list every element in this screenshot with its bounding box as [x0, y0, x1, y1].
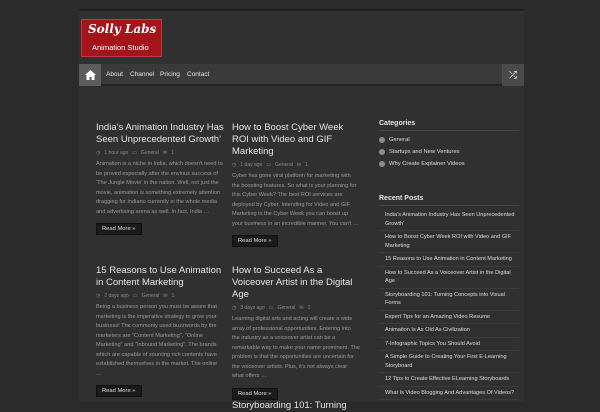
main-nav	[79, 64, 524, 86]
post-excerpt: Learning digital arts and acting will create a wide array of professional opportunities. Entering into the industry as a voiceover artist can be a remarkable way to make your name prominent. The problem is that the opportunities are uncertain for the voiceover artists. Plus, it's not always clear what offers …	[232, 316, 360, 379]
recent-post-link[interactable]: Storyboarding 101: Turning Concepts into Visual Forms	[379, 289, 519, 311]
bullet-icon	[379, 161, 385, 167]
post-category[interactable]: General	[141, 293, 160, 299]
recent-post-link[interactable]: Animation Is As Old As Civilization	[379, 324, 519, 338]
read-more-button[interactable]: Read More »	[232, 235, 278, 247]
shuffle-icon: ⤮	[509, 69, 517, 81]
recent-post-link[interactable]: India's Animation Industry Has Seen Unprecedented Growth'	[379, 209, 519, 231]
post-title[interactable]: How to Boost Cyber Week ROI with Video and GIF Marketing	[232, 122, 344, 157]
folder-icon: ▭	[268, 305, 274, 311]
nav-contact[interactable]: Contact	[187, 71, 210, 78]
post-category[interactable]: General	[141, 150, 159, 156]
categories-title: Categories	[379, 120, 519, 131]
header	[79, 11, 524, 64]
clock-icon: ◷	[96, 293, 101, 299]
post-comments[interactable]: 1	[171, 150, 174, 156]
category-label: Startups and New Ventures	[389, 149, 460, 155]
folder-icon: ▭	[132, 293, 138, 299]
read-more-button[interactable]: Read More »	[232, 388, 278, 400]
logo-subtitle: Animation Studio	[92, 43, 149, 52]
random-post-button[interactable]	[502, 64, 524, 86]
post-card	[232, 265, 360, 400]
folder-icon: ▭	[266, 162, 272, 168]
post-meta	[232, 305, 360, 311]
post-comments[interactable]: 1	[171, 293, 175, 299]
post-date: 1 hour ago	[104, 150, 129, 156]
post-date: 2 days ago	[104, 293, 129, 299]
categories-widget	[379, 120, 519, 170]
post-card	[232, 400, 360, 412]
post-date: 1 day ago	[240, 162, 263, 168]
recent-post-link[interactable]: 7-Infographic Topics You Should Avoid	[379, 338, 519, 352]
post-comments[interactable]: 1	[305, 162, 308, 168]
comment-icon: ✉	[296, 162, 302, 168]
comment-icon: ✉	[299, 305, 304, 311]
post-meta	[96, 293, 224, 299]
post-card	[232, 122, 360, 247]
main-content	[79, 102, 524, 411]
read-more-button[interactable]: Read More »	[96, 223, 142, 235]
folder-icon: ▭	[132, 150, 138, 156]
post-title[interactable]: How to Succeed As a Voiceover Artist in the Digital Age	[232, 265, 353, 300]
post-category[interactable]: General	[275, 162, 293, 168]
home-icon	[85, 70, 96, 80]
post-card	[96, 122, 224, 235]
post-title[interactable]: Storyboarding 101: Turning	[232, 400, 347, 411]
recent-post-link[interactable]: 12 Tips to Create Effective ELearning Storyboards	[379, 373, 519, 387]
post-excerpt: Being a business person you must be aware that marketing is the imperative strategy to grow your business! The commonly used buzzwords by the marketers are "Content Marketing", "Online Marketing" and "Inbound Marketing". The brands which are capable of sourcing rich contents have established themselves in the market. The online …	[96, 304, 218, 377]
category-item[interactable]	[379, 146, 519, 158]
home-button[interactable]	[79, 64, 101, 86]
clock-icon: ◷	[232, 305, 237, 311]
post-title[interactable]: 15 Reasons to Use Animation in Content Marketing	[96, 265, 222, 288]
recent-post-link[interactable]: 15 Reasons to Use Animation in Content Marketing	[379, 253, 519, 267]
post-card	[96, 265, 224, 397]
post-meta	[96, 150, 224, 156]
recent-post-link[interactable]: How to Succeed As a Voiceover Artist in the Digital Age	[379, 267, 519, 289]
category-item[interactable]	[379, 134, 519, 146]
post-comments[interactable]: 1	[307, 305, 311, 311]
recent-post-link[interactable]: Expert Tips for an Amazing Video Resume	[379, 311, 519, 325]
category-item[interactable]	[379, 158, 519, 170]
nav-pricing[interactable]: Pricing	[160, 71, 180, 78]
page-wrapper	[79, 9, 524, 411]
post-title[interactable]: India’s Animation Industry Has Seen Unprecedented Growth’	[96, 122, 224, 145]
post-excerpt: Cyber has gone viral platform for marketing with the boosting features. So what is your planning for this Cyber Week? The best ROI services are deployed by Cyber. Intending for Video and GIF Marketing in the Cyber Week you can boost up your business in an incredible manner. You can't …	[232, 173, 359, 227]
category-label: General	[389, 137, 410, 143]
recent-post-link[interactable]: How to Boost Cyber Week ROI with Video and GIF Marketing	[379, 231, 519, 253]
category-label: Why Create Explainer Videos	[389, 161, 465, 167]
site-logo[interactable]	[81, 19, 162, 57]
logo-title: Solly Labs	[88, 22, 157, 36]
recent-post-link[interactable]: A Simple Guide to Creating Your First E-Learning Storyboard	[379, 351, 519, 373]
comment-icon: ✉	[162, 150, 168, 156]
bullet-icon	[379, 137, 385, 143]
post-meta	[232, 162, 360, 168]
recent-posts-widget	[379, 195, 519, 400]
recent-post-link[interactable]: What Is Video Blogging And Advantages Of Videos?	[379, 387, 519, 401]
bullet-icon	[379, 149, 385, 155]
read-more-button[interactable]: Read More »	[96, 385, 142, 397]
nav-channel[interactable]: Channel	[130, 71, 155, 78]
clock-icon: ◷	[232, 162, 237, 168]
post-category[interactable]: General	[277, 305, 296, 311]
post-date: 3 days ago	[240, 305, 265, 311]
nav-about[interactable]: About	[106, 71, 123, 78]
clock-icon: ◷	[96, 150, 101, 156]
recent-posts-title: Recent Posts	[379, 195, 519, 206]
comment-icon: ✉	[163, 293, 168, 299]
post-excerpt: Animation is a niche in India, which doesn't need to be proved especially after the envious success of 'The Jungle Movie' in the nation. Well, not just the movie, animation is something extremely attention dragging for Indiano currently in the whole media and advertising arena as well. In fact, India …	[96, 161, 223, 215]
